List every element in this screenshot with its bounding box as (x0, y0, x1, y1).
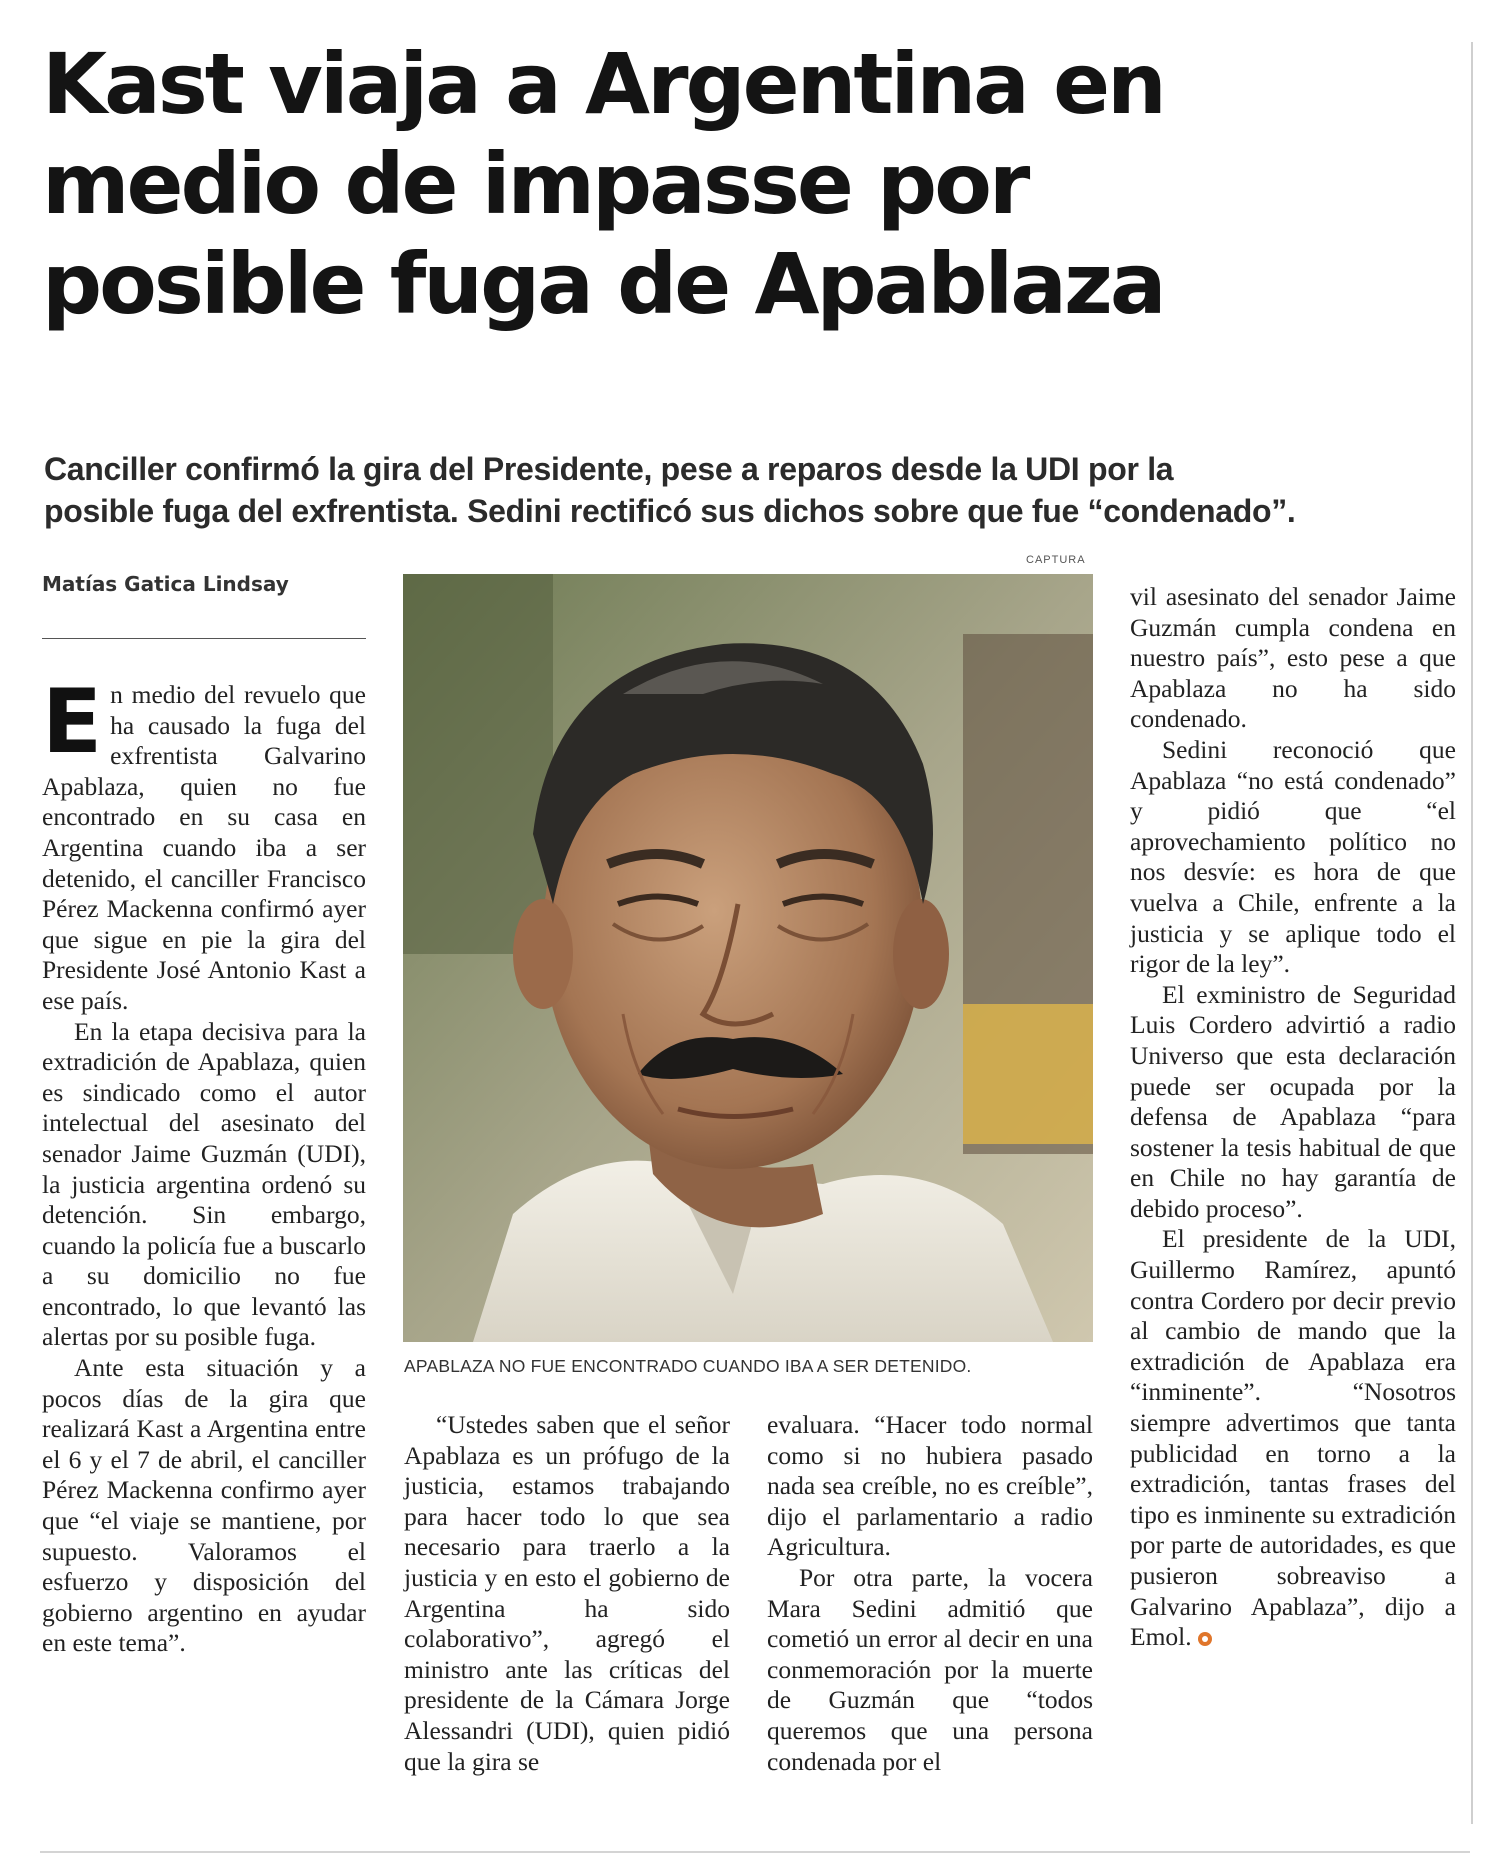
article-photo (403, 574, 1093, 1342)
article-column-4 (1130, 582, 1456, 1653)
article-paragraph: Ante esta situación y a pocos días de la gira que realizará Kast a Argentina entre el 6 y el 7 de abril, el canciller Pérez Mackenna confirmo ayer que “el viaje se mantiene, por supuesto. Valoramos el esfuerzo y disposición del gobierno argentino en ayudar en este tema”. (42, 1353, 366, 1658)
article-column-2 (404, 1410, 730, 1777)
article-paragraph: Por otra parte, la vocera Mara Sedini admitió que cometió un error al decir en una conmemoración por la muerte de Guzmán que “todos queremos que una persona condenada por el (767, 1562, 1093, 1776)
headline (42, 34, 1452, 334)
article-paragraph (42, 670, 366, 1017)
column-rule-right (1471, 42, 1473, 1824)
article-paragraph: Sedini reconoció que Apablaza “no está condenado” y pidió que “el aprovechamiento político no nos desvíe: es hora de que vuelva a Chile, enfrente a la justicia y se aplique todo el rigor de la ley”. (1130, 734, 1456, 979)
article-paragraph: El exministro de Seguridad Luis Cordero advirtió a radio Universo que esta declaración puede ser ocupada por la defensa de Apablaza “para sostener la tesis habitual de que en Chile no hay garantía de debido proceso”. (1130, 979, 1456, 1223)
photo-credit: CAPTURA (1026, 554, 1086, 566)
article-paragraph (1130, 1224, 1456, 1652)
headline-line-2: medio de impasse por (42, 135, 1028, 233)
headline-line-3: posible fuga de Apablaza (42, 235, 1164, 333)
page-bottom-rule (40, 1851, 1470, 1853)
paragraph-text: n medio del revuelo que ha causado la fuga del exfrentista Galvarino Apablaza, quien no fue encontrado en su casa en Argentina cuando iba a ser detenido, el canciller Francisco Pérez Mackenna confirmó ayer que sigue en pie la gira del Presidente José Antonio Kast a ese país. (42, 680, 366, 1015)
portrait-illustration (403, 574, 1093, 1342)
article-paragraph: “Ustedes saben que el señor Apablaza es un prófugo de la justicia, estamos trabajando para hacer todo lo que sea necesario para traerlo a la justicia y en esto el gobierno de Argentina ha sido colaborativo”, agregó el ministro ante las críticas del presidente de la Cámara Jorge Alessandri (UDI), quien pidió que la gira se (404, 1410, 730, 1776)
deck-line-2: posible fuga del exfrentista. Sedini rectificó sus dichos sobre que fue “condenado”. (44, 493, 1296, 529)
article-paragraph: evaluara. “Hacer todo normal como si no hubiera pasado nada sea creíble, no es creíble”, dijo el parlamentario a radio Agricultura. (767, 1410, 1093, 1562)
headline-line-1: Kast viaja a Argentina en (42, 35, 1164, 133)
article-column-1 (42, 670, 366, 1659)
deck-subheadline (44, 448, 1464, 532)
article-paragraph: En la etapa decisiva para la extradición de Apablaza, quien es sindicado como el autor intelectual del asesinato del senador Jaime Guzmán (UDI), la justicia argentina ordenó su detención. Sin embargo, cuando la policía fue a buscarlo a su domicilio no fue encontrado, lo que levantó las alertas por su posible fuga. (42, 1016, 366, 1352)
photo-caption: APABLAZA NO FUE ENCONTRADO CUANDO IBA A SER DETENIDO. (404, 1356, 972, 1376)
byline: Matías Gatica Lindsay (42, 572, 289, 596)
deck-line-1: Canciller confirmó la gira del Presidente, pese a reparos desde la UDI por la (44, 451, 1174, 487)
drop-cap: E (42, 670, 103, 773)
end-of-article-icon (1198, 1632, 1212, 1646)
article-column-3 (767, 1410, 1093, 1777)
byline-divider (42, 638, 366, 639)
paragraph-text: El presidente de la UDI, Guillermo Ramírez, apuntó contra Cordero por decir previo al cambio de mando que la extradición de Apablaza era “inminente”. “Nosotros siempre advertimos que tanta publicidad en torno a la extradición, tantas frases del tipo es inminente su extradición por parte de autoridades, es que pusieron sobreaviso a Galvarino Apablaza”, dijo a Emol. (1130, 1224, 1456, 1652)
article-paragraph: vil asesinato del senador Jaime Guzmán cumpla condena en nuestro país”, esto pese a que Apablaza no ha sido condenado. (1130, 582, 1456, 734)
